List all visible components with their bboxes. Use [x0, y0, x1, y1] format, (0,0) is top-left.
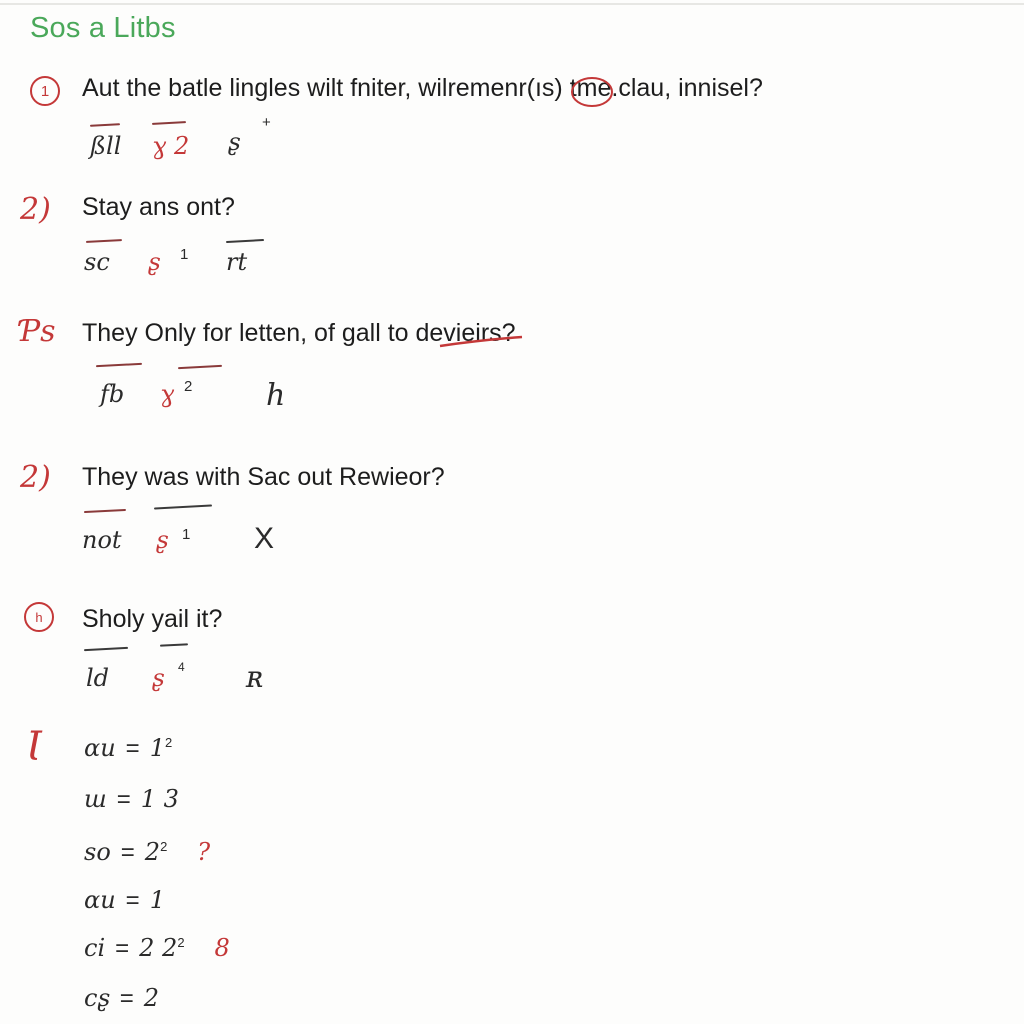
handwritten-answer: 4 [178, 660, 185, 674]
equation-note: 8 [214, 934, 230, 962]
equation-lhs: ci [84, 934, 106, 962]
handwritten-answer: ɣ [160, 380, 175, 408]
handwritten-answer: 1 [182, 526, 191, 543]
equals-sign: = [115, 935, 130, 962]
equals-sign: = [119, 985, 134, 1012]
handwritten-answer: 2 [184, 378, 193, 395]
question-marker: 1 [30, 76, 60, 106]
question-text-end: tme.clau, innisel? [562, 74, 763, 102]
equation-lhs: so [84, 838, 111, 866]
question-marker: h [24, 602, 54, 632]
equation-superscript: 2 [160, 839, 168, 854]
handwritten-answer: ʀ [246, 660, 264, 695]
question-marker: Ƥs [20, 314, 56, 349]
equals-sign: = [125, 735, 140, 762]
question-marker: 2) [20, 460, 51, 495]
question-text: Sholy yail it? [82, 605, 223, 633]
equation-note: ? [197, 838, 211, 866]
equation-rhs: 1 [149, 886, 165, 914]
equation-lhs: ɑu [84, 734, 116, 762]
equation-rhs: 1 [149, 734, 165, 762]
handwritten-answer: X [254, 522, 275, 555]
question-text-start: They Only for letten, of gall to [82, 319, 416, 347]
question-marker: 2) [20, 192, 51, 227]
handwritten-answer: ßll [90, 132, 122, 160]
equation-rhs: 2 2 [139, 934, 178, 962]
handwritten-answer: ʂ [228, 128, 241, 156]
handwritten-answer: fb [100, 380, 125, 408]
question-text: They was with Sac out Rewieor? [82, 463, 445, 491]
circle-annotation [572, 78, 612, 106]
handwritten-answer: ld [86, 664, 110, 692]
handwritten-answer: ʂ [152, 664, 165, 692]
equation-rhs: 2 [144, 838, 161, 866]
handwritten-answer: ʂ [148, 248, 161, 276]
question-text-start: Aut the batle lingles wilt fniter, wilremenr [82, 74, 527, 102]
underline-annotation [440, 337, 522, 346]
handwritten-answer: sc [84, 248, 110, 276]
equals-sign: = [116, 786, 131, 813]
handwritten-answer: ʂ [156, 526, 169, 554]
handwritten-answer: rt [226, 248, 248, 276]
equals-sign: = [120, 839, 135, 866]
handwritten-answer: h [266, 378, 286, 413]
equation-superscript: 2 [164, 735, 173, 750]
page-title: Sos a Litbs [30, 12, 176, 44]
equation-lhs: cʂ [84, 984, 110, 1012]
equation-lhs: ɑu [84, 886, 116, 914]
handwritten-answer: 1 [180, 246, 189, 263]
equation-rhs: 2 [143, 984, 160, 1012]
circled-word: (ıs) [526, 74, 563, 102]
equation-rhs: 1 3 [140, 785, 179, 813]
equals-sign: = [125, 887, 140, 914]
equation-lhs: ш [84, 785, 107, 813]
equation-superscript: 2 [177, 935, 185, 950]
handwritten-answer: ɣ 2 [152, 132, 190, 160]
underlined-word: devieirs [415, 319, 502, 347]
question-text-end: ? [501, 319, 516, 347]
handwritten-answer: not [82, 526, 122, 554]
equations-marker: Ɩ [26, 724, 42, 770]
handwritten-answer: + [262, 114, 271, 131]
question-text: Stay ans ont? [82, 193, 235, 221]
